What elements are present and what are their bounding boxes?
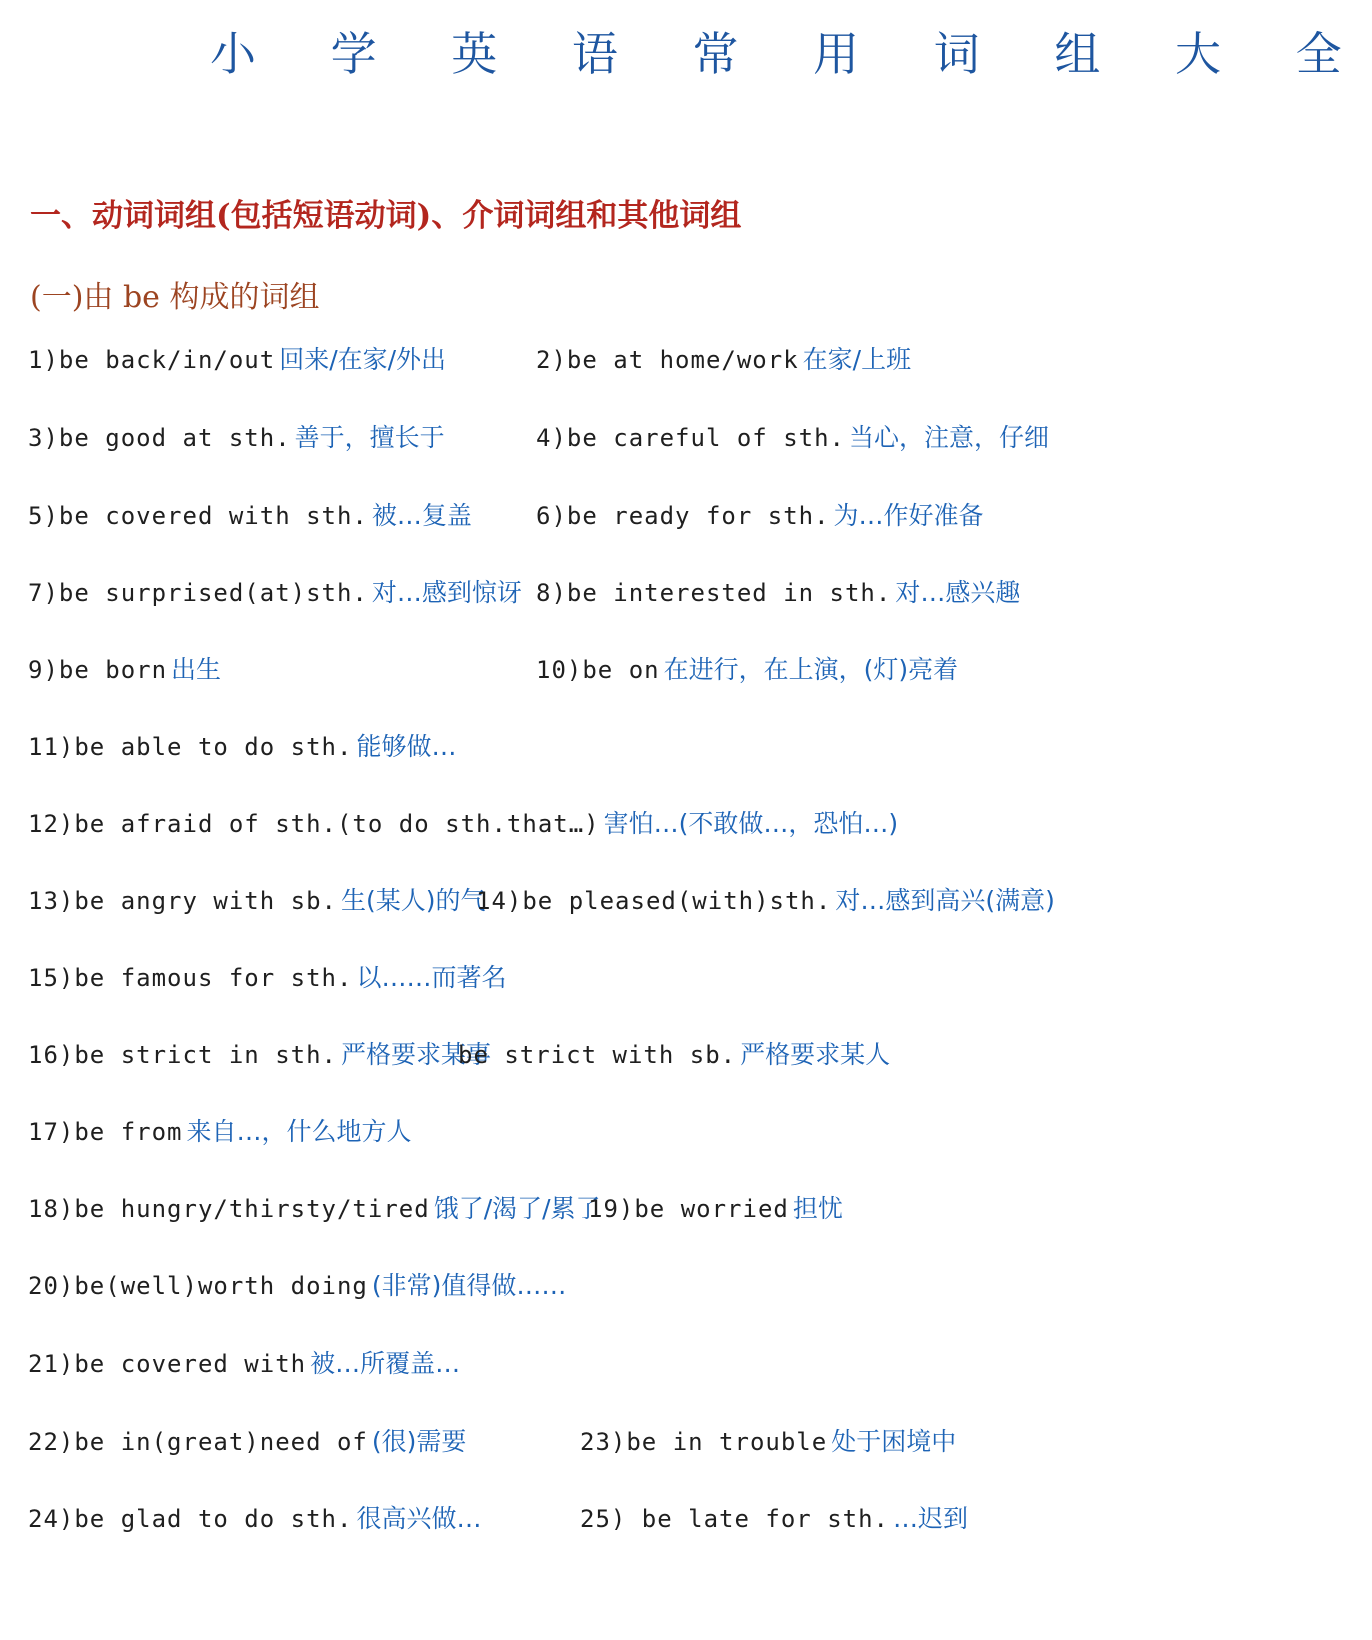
- phrase-english: 2)be at home/work: [536, 346, 799, 374]
- phrase-row: [0, 1420, 1080, 1464]
- phrase-item: [580, 1420, 956, 1464]
- phrase-item: [536, 338, 911, 382]
- phrase-item: [28, 802, 898, 846]
- phrase-chinese: 很高兴做…: [356, 1504, 482, 1533]
- phrase-english: 21)be covered with: [28, 1350, 307, 1378]
- phrase-item: [28, 1033, 491, 1077]
- phrase-row: [0, 956, 1080, 1000]
- phrase-chinese: (非常)值得做……: [371, 1271, 567, 1300]
- phrase-english: 6)be ready for sth.: [536, 502, 830, 530]
- phrase-chinese: 严格要求某人: [740, 1040, 891, 1069]
- phrase-english: 9)be born: [28, 656, 168, 684]
- phrase-item: [536, 648, 958, 692]
- phrase-chinese: 担忧: [792, 1194, 843, 1223]
- phrase-chinese: 当心，注意，仔细: [848, 423, 1049, 452]
- phrase-english: 16)be strict in sth.: [28, 1041, 337, 1069]
- phrase-item: [28, 1420, 466, 1464]
- phrase-row: [0, 1033, 1080, 1077]
- phrase-row: [0, 1187, 1080, 1231]
- phrase-english: 17)be from: [28, 1118, 183, 1146]
- phrase-item: [476, 879, 1055, 923]
- phrase-row: [0, 879, 1080, 923]
- phrase-item: [580, 1497, 968, 1541]
- page-title: 小 学 英 语 常 用 词 组 大 全: [210, 27, 1372, 81]
- phrase-chinese: 生(某人)的气: [340, 886, 486, 915]
- phrase-chinese: 能够做…: [356, 732, 457, 761]
- phrase-chinese: 出生: [171, 655, 222, 684]
- phrase-item: [28, 416, 445, 460]
- phrase-item: [458, 1033, 890, 1077]
- subsection-heading: (一)由 be 构成的词组: [30, 280, 320, 315]
- phrase-row: [0, 648, 1080, 692]
- phrase-row: [0, 725, 1080, 769]
- phrase-english: 5)be covered with sth.: [28, 502, 368, 530]
- phrase-item: [28, 1342, 460, 1386]
- phrase-item: [28, 1497, 481, 1541]
- phrase-row: [0, 1264, 1080, 1308]
- phrase-chinese: 害怕…(不敢做…，恐怕…): [603, 809, 899, 838]
- phrase-item: [536, 571, 1020, 615]
- phrase-item: [536, 494, 984, 538]
- phrase-item: [28, 956, 506, 1000]
- phrase-item: [28, 879, 486, 923]
- phrase-chinese: 回来/在家/外出: [279, 345, 447, 374]
- phrase-chinese: 饿了/渴了/累了: [433, 1194, 601, 1223]
- section-heading: 一、动词词组(包括短语动词)、介词词组和其他词组: [30, 198, 742, 234]
- phrase-item: [28, 571, 522, 615]
- phrase-english: 8)be interested in sth.: [536, 579, 892, 607]
- phrase-item: [28, 1110, 412, 1154]
- phrase-row: [0, 494, 1080, 538]
- phrase-english: 24)be glad to do sth.: [28, 1505, 353, 1533]
- phrase-row: [0, 416, 1080, 460]
- phrase-row: [0, 571, 1080, 615]
- phrase-chinese: 被…复盖: [371, 501, 472, 530]
- phrase-english: 7)be surprised(at)sth.: [28, 579, 368, 607]
- phrase-english: 14)be pleased(with)sth.: [476, 887, 832, 915]
- phrase-row: [0, 1110, 1080, 1154]
- phrase-english: 22)be in(great)need of: [28, 1428, 368, 1456]
- phrase-chinese: (很)需要: [371, 1427, 467, 1456]
- phrase-chinese: 在家/上班: [802, 345, 912, 374]
- phrase-chinese: 对…感到惊讶: [371, 578, 522, 607]
- phrase-english: 23)be in trouble: [580, 1428, 828, 1456]
- phrase-english: 1)be back/in/out: [28, 346, 276, 374]
- phrase-english: be strict with sb.: [458, 1041, 737, 1069]
- phrase-english: 19)be worried: [588, 1195, 789, 1223]
- phrase-chinese: 被…所覆盖…: [310, 1349, 461, 1378]
- phrase-item: [28, 1187, 601, 1231]
- phrase-chinese: 对…感到高兴(满意): [835, 886, 1055, 915]
- phrase-english: 18)be hungry/thirsty/tired: [28, 1195, 430, 1223]
- phrase-chinese: 严格要求某事: [340, 1040, 491, 1069]
- phrase-english: 25) be late for sth.: [580, 1505, 889, 1533]
- phrase-english: 11)be able to do sth.: [28, 733, 353, 761]
- phrase-row: [0, 338, 1080, 382]
- phrase-row: [0, 1497, 1080, 1541]
- phrase-english: 10)be on: [536, 656, 660, 684]
- phrase-row: [0, 802, 1080, 846]
- phrase-chinese: 以……而著名: [356, 963, 507, 992]
- phrase-item: [28, 1264, 566, 1308]
- phrase-item: [536, 416, 1049, 460]
- phrase-row: [0, 1342, 1080, 1386]
- phrase-english: 13)be angry with sb.: [28, 887, 337, 915]
- phrase-english: 12)be afraid of sth.(to do sth.that…): [28, 810, 600, 838]
- phrase-chinese: 在进行，在上演，(灯)亮着: [663, 655, 959, 684]
- phrase-english: 4)be careful of sth.: [536, 424, 845, 452]
- phrase-english: 3)be good at sth.: [28, 424, 291, 452]
- phrase-chinese: 对…感兴趣: [895, 578, 1021, 607]
- phrase-item: [28, 648, 221, 692]
- phrase-chinese: 为…作好准备: [833, 501, 984, 530]
- phrase-chinese: …迟到: [892, 1504, 968, 1533]
- phrase-chinese: 处于困境中: [831, 1427, 957, 1456]
- phrase-item: [28, 725, 456, 769]
- phrase-chinese: 善于，擅长于: [294, 423, 445, 452]
- phrase-item: [28, 494, 472, 538]
- phrase-chinese: 来自…，什么地方人: [186, 1117, 412, 1146]
- phrase-item: [588, 1187, 843, 1231]
- phrase-english: 20)be(well)worth doing: [28, 1272, 368, 1300]
- phrase-english: 15)be famous for sth.: [28, 964, 353, 992]
- phrase-item: [28, 338, 446, 382]
